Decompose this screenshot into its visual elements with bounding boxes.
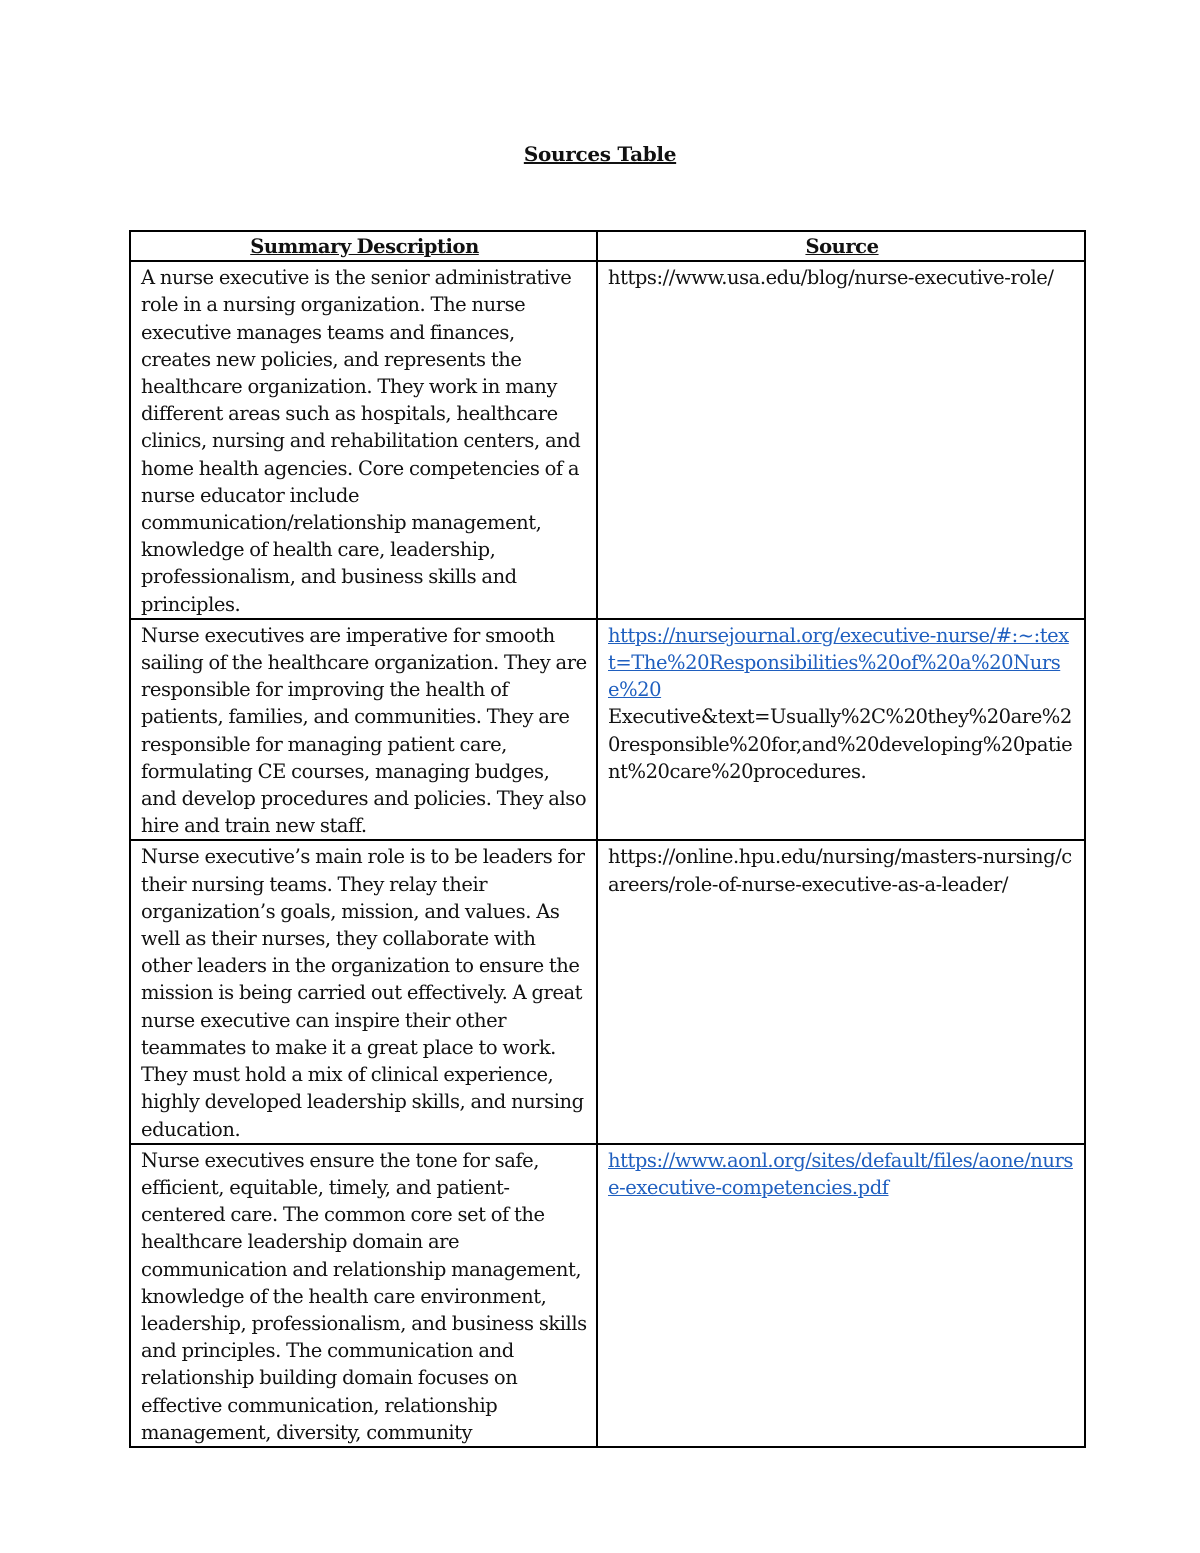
source-link[interactable]: https://www.aonl.org/sites/default/files/aone/nurse-executive-competencies.pdf [608,1148,1073,1199]
table-row [130,1144,1085,1447]
summary-cell: A nurse executive is the senior administrative role in a nursing organization. The nurse executive manages teams and finances, creates new policies, and represents the healthcare organization. They work in many different areas such as hospitals, healthcare clinics, nursing and rehabilitation centers, and home health agencies. Core competencies of a nurse educator include communication/relationship management, knowledge of health care, leadership, professionalism, and business skills and principles. [130,261,597,619]
summary-cell: Nurse executives are imperative for smooth sailing of the healthcare organization. They are responsible for improving the health of patients, families, and communities. They are responsible for managing patient care, formulating CE courses, managing budges, and develop procedures and policies. They also hire and train new staff. [130,619,597,841]
table-row [130,261,1085,619]
summary-cell: Nurse executives ensure the tone for safe, efficient, equitable, timely, and patient-centered care. The common core set of the healthcare leadership domain are communication and relationship management, knowledge of the health care environment, leadership, professionalism, and business skills and principles. The communication and relationship building domain focuses on effective communication, relationship management, diversity, community [130,1144,597,1447]
source-url-text: https://online.hpu.edu/nursing/masters-nursing/careers/role-of-nurse-executive-as-a-leader/ [608,845,1072,896]
source-link[interactable]: https://nursejournal.org/executive-nurse/#:~:text=The%20Responsibilities%20of%20a%20Nurse%20 [608,623,1069,702]
summary-description-header: Summary Description [130,231,597,261]
table-row [130,840,1085,1143]
source-cell [597,1144,1085,1447]
table-row [130,619,1085,841]
source-cell [597,840,1085,1143]
page-title: Sources Table [523,142,677,166]
sources-table [129,230,1086,1448]
source-cell [597,619,1085,841]
summary-cell: Nurse executive’s main role is to be leaders for their nursing teams. They relay their organization’s goals, mission, and values. As well as their nurses, they collaborate with other leaders in the organization to ensure the mission is being carried out effectively. A great nurse executive can inspire their other teammates to make it a great place to work. They must hold a mix of clinical experience, highly developed leadership skills, and nursing education. [130,840,597,1143]
source-cell [597,261,1085,619]
source-url-text: https://www.usa.edu/blog/nurse-executive-role/ [608,266,1054,290]
source-header: Source [597,231,1085,261]
source-url-text: Executive&text=Usually%2C%20they%20are%20responsible%20for,and%20developing%20patient%20care%20procedures. [608,705,1073,783]
table-header-row [130,231,1085,261]
